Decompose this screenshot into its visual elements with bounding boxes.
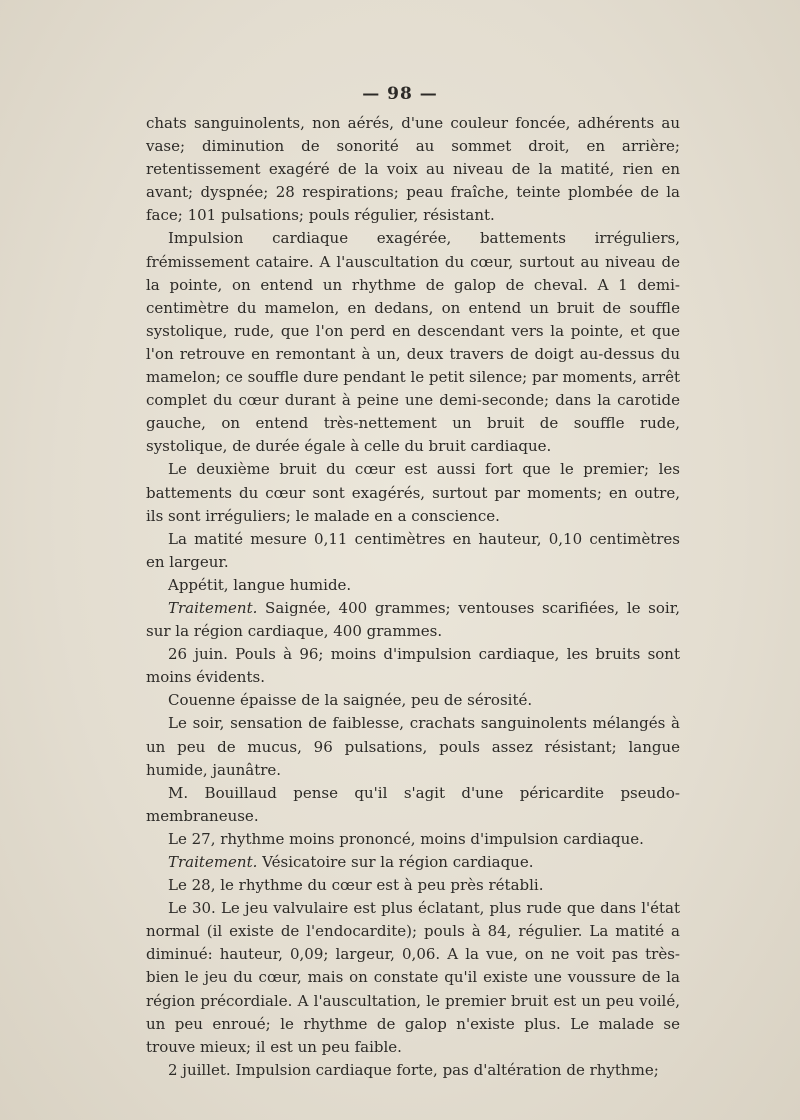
treatment-label: Traitement. (168, 598, 258, 617)
paragraph-1: chats sanguinolents, non aérés, d'une couleur foncée, adhérents au vase; diminution de sonorité au sommet droit, en arrière; retentissement exagéré de la voix au niveau de la matité, rien en avant; dyspnée; 28 respirations; peau fraîche, teinte plombée de la face; 101 pulsations; pouls régulier, résistant. (146, 114, 680, 225)
paragraph-14: Le 30. Le jeu valvulaire est plus éclatant, plus rude que dans l'état normal (il existe de l'endocardite); pouls à 84, régulier. La matité a diminué: hauteur, 0,09; largeur, 0,06. A la vue, on ne voit pas très-bien le jeu du cœur, mais on constate qu'il existe une voussure de la région précordiale. A l'auscultation, le premier bruit est un peu voilé, un peu enroué; le rhythme de galop n'existe plus. Le malade se trouve mieux; il est un peu faible. (146, 899, 680, 1056)
paragraph-10: M. Bouillaud pense qu'il s'agit d'une péricardite pseudo-membraneuse. (146, 783, 680, 825)
paragraph-12 (146, 851, 680, 874)
paragraph-3: Le deuxième bruit du cœur est aussi fort que le premier; les battements du cœur sont exagérés, surtout par moments; en outre, ils sont irréguliers; le malade en a conscience. (146, 460, 680, 525)
paragraph-11: Le 27, rhythme moins prononcé, moins d'impulsion cardiaque. (168, 829, 644, 848)
paragraph-5: Appétit, langue humide. (168, 575, 352, 594)
paragraph-8: Couenne épaisse de la saignée, peu de sérosité. (168, 691, 533, 710)
treatment-label: Traitement. (168, 853, 258, 871)
paragraph-2: Impulsion cardiaque exagérée, battements irréguliers, frémissement cataire. A l'auscultation du cœur, surtout au niveau de la pointe, on entend un rhythme de galop de cheval. A 1 demi-centimètre du mamelon, en dedans, on entend un bruit de souffle systolique, rude, que l'on perd en descendant vers la pointe, et que l'on retrouve en remontant à un, deux travers de doigt au-dessus du mamelon; ce souffle dure pendant le petit silence; par moments, arrêt complet du cœur durant à peine une demi-seconde; dans la carotide gauche, on entend très-nettement un bruit de souffle rude, systolique, de durée égale à celle du bruit cardiaque. (146, 229, 680, 456)
paragraph-13: Le 28, le rhythme du cœur est à peu près rétabli. (168, 876, 544, 895)
paragraph-6-text: Saignée, 400 grammes; ventouses scarifiées, le soir, sur la région cardiaque, 400 grammes. (146, 598, 680, 641)
page-number: — 98 — (362, 84, 438, 104)
paragraph-7: 26 juin. Pouls à 96; moins d'impulsion cardiaque, les bruits sont moins évidents. (146, 645, 680, 687)
paragraph-4: La matité mesure 0,11 centimètres en hauteur, 0,10 centimètres en largeur. (146, 529, 680, 571)
paragraph-12-text: Vésicatoire sur la région cardiaque. (257, 853, 534, 871)
paragraph-9: Le soir, sensation de faiblesse, crachats sanguinolents mélangés à un peu de mucus, 96 pulsations, pouls assez résistant; langue humide, jaunâtre. (146, 714, 680, 779)
paragraph-6 (146, 597, 680, 643)
page-body (146, 112, 680, 1082)
paragraph-15: 2 juillet. Impulsion cardiaque forte, pas d'altération de rhythme; (168, 1060, 659, 1079)
